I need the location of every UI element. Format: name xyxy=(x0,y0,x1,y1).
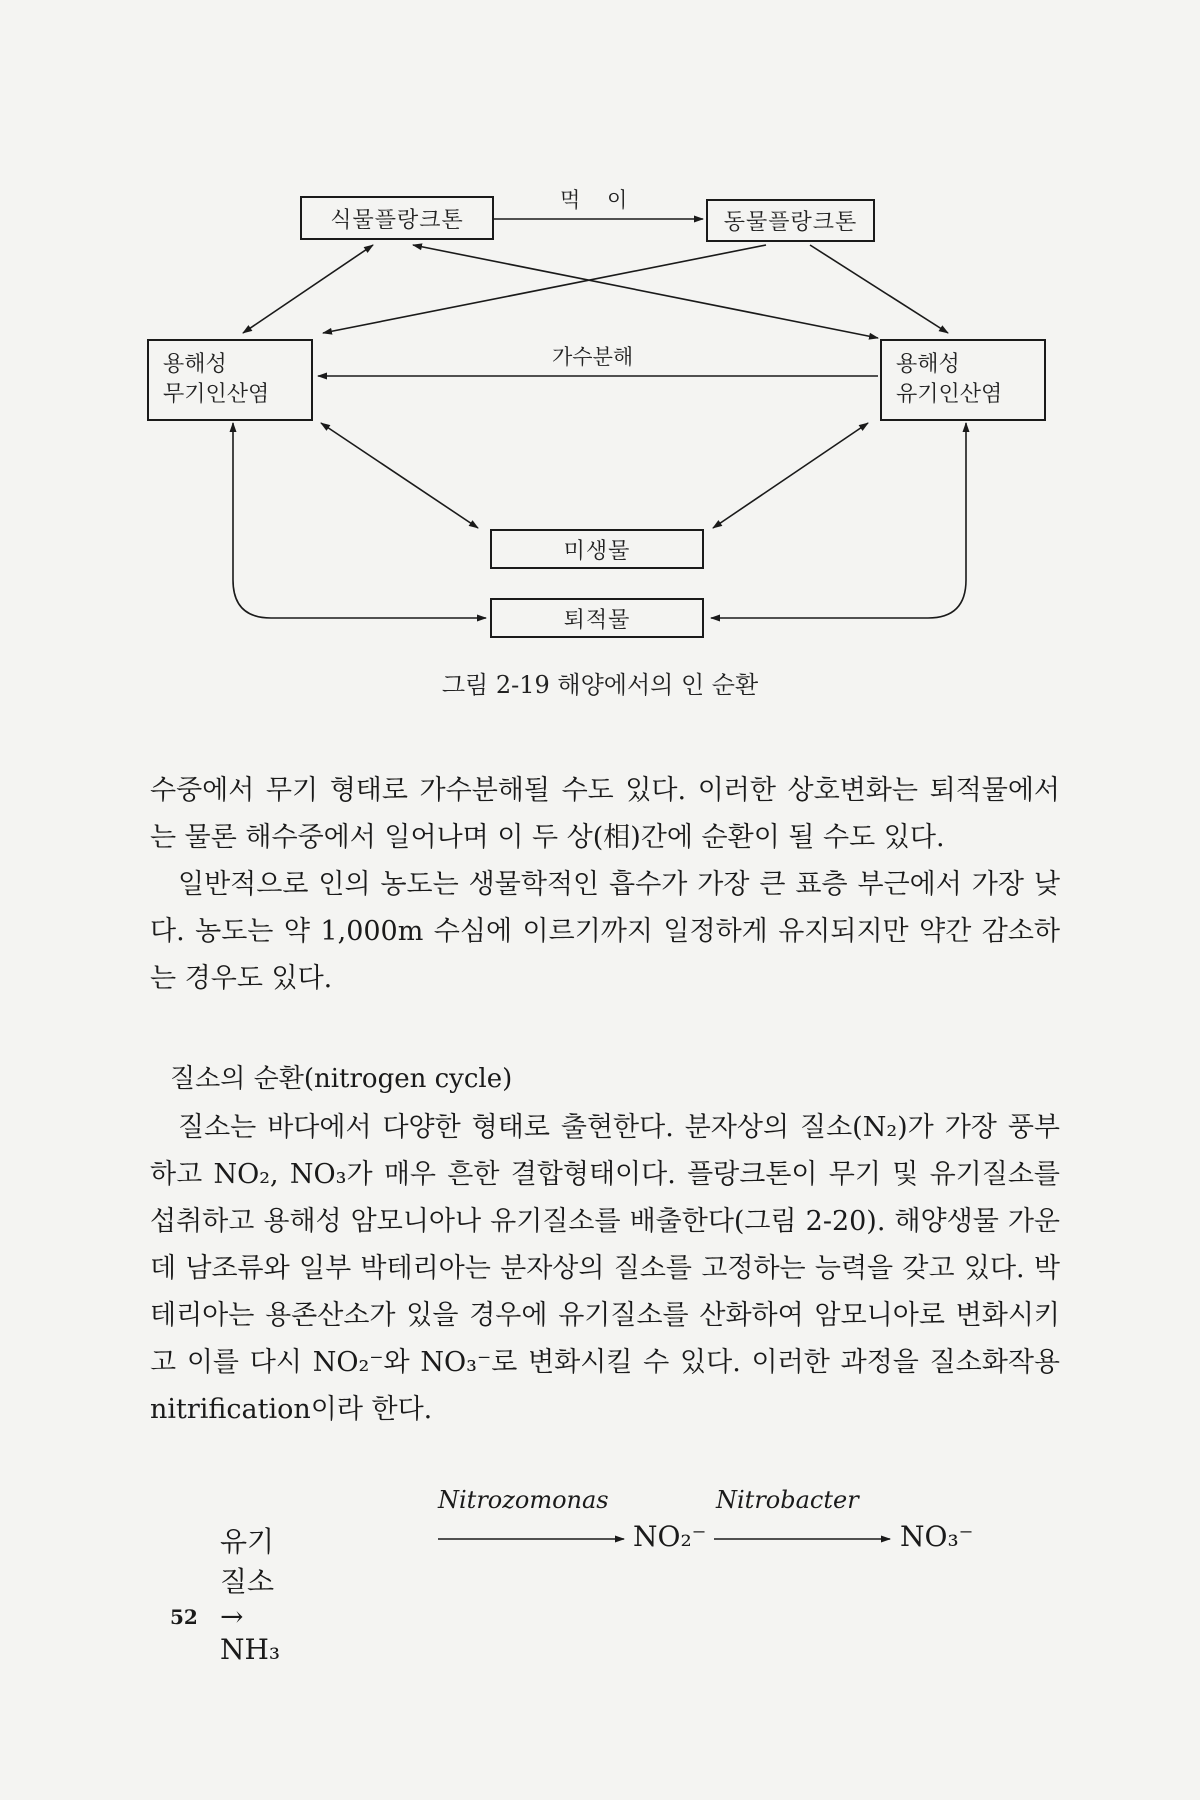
node-sediment-label: 퇴적물 xyxy=(563,607,631,633)
node-dip-line2: 무기인산염 xyxy=(163,382,270,407)
edge-label-grazing: 먹 이 xyxy=(560,188,638,212)
paragraph-1-text: 수중에서 무기 형태로 가수분해될 수도 있다. 이러한 상호변화는 퇴적물에서는 물론 해수중에서 일어나며 이 두 상(相)간에 순환이 될 수도 있다. xyxy=(150,775,1060,853)
node-dop-line2: 유기인산염 xyxy=(896,382,1003,407)
node-zooplankton-label: 동물플랑크톤 xyxy=(723,210,858,235)
equation-start: 유기질소→ NH₃ xyxy=(220,1525,281,1666)
equation-mid: NO₂⁻ xyxy=(633,1520,707,1553)
node-dop-line1: 용해성 xyxy=(896,352,960,377)
node-dip-line1: 용해성 xyxy=(163,352,227,377)
paragraph-2-text: 일반적으로 인의 농도는 생물학적인 흡수가 가장 큰 표층 부근에서 가장 낮다. 농도는 약 1,000m 수심에 이르기까지 일정하게 유지되지만 약간 감소하는 경우도 있다. xyxy=(150,869,1060,994)
node-microbes-label: 미생물 xyxy=(563,538,631,564)
section-heading: 질소의 순환(nitrogen cycle) xyxy=(170,1064,513,1094)
paragraph-3-text: 질소는 바다에서 다양한 형태로 출현한다. 분자상의 질소(N₂)가 가장 풍부하고 NO₂, NO₃가 매우 흔한 결합형태이다. 플랑크톤이 무기 및 유기질소를 섭취하고 용해성 암모니아나 유기질소를 배출한다(그림 2-20). 해양생물 가운데 남조류와 일부 박테리아는 분자상의 질소를 고정하는 능력을 갖고 있다. 박테리아는 용존산소가 있을 경우에 유기질소를 산화하여 암모니아로 변화시키고 이를 다시 NO₂⁻와 NO₃⁻로 변화시킬 수 있다. 이러한 과정을 질소화작용 nitrification이라 한다. xyxy=(150,1112,1060,1425)
node-phytoplankton-label: 식물플랑크톤 xyxy=(330,207,464,233)
equation-organism-2: Nitrobacter xyxy=(716,1486,859,1514)
figure-caption: 그림 2-19 해양에서의 인 순환 xyxy=(441,671,759,699)
equation-organism-1: Nitrozomonas xyxy=(438,1486,609,1514)
page-number: 52 xyxy=(170,1605,198,1629)
edge-label-hydrolysis: 가수분해 xyxy=(552,345,634,369)
equation-end: NO₃⁻ xyxy=(900,1520,974,1553)
